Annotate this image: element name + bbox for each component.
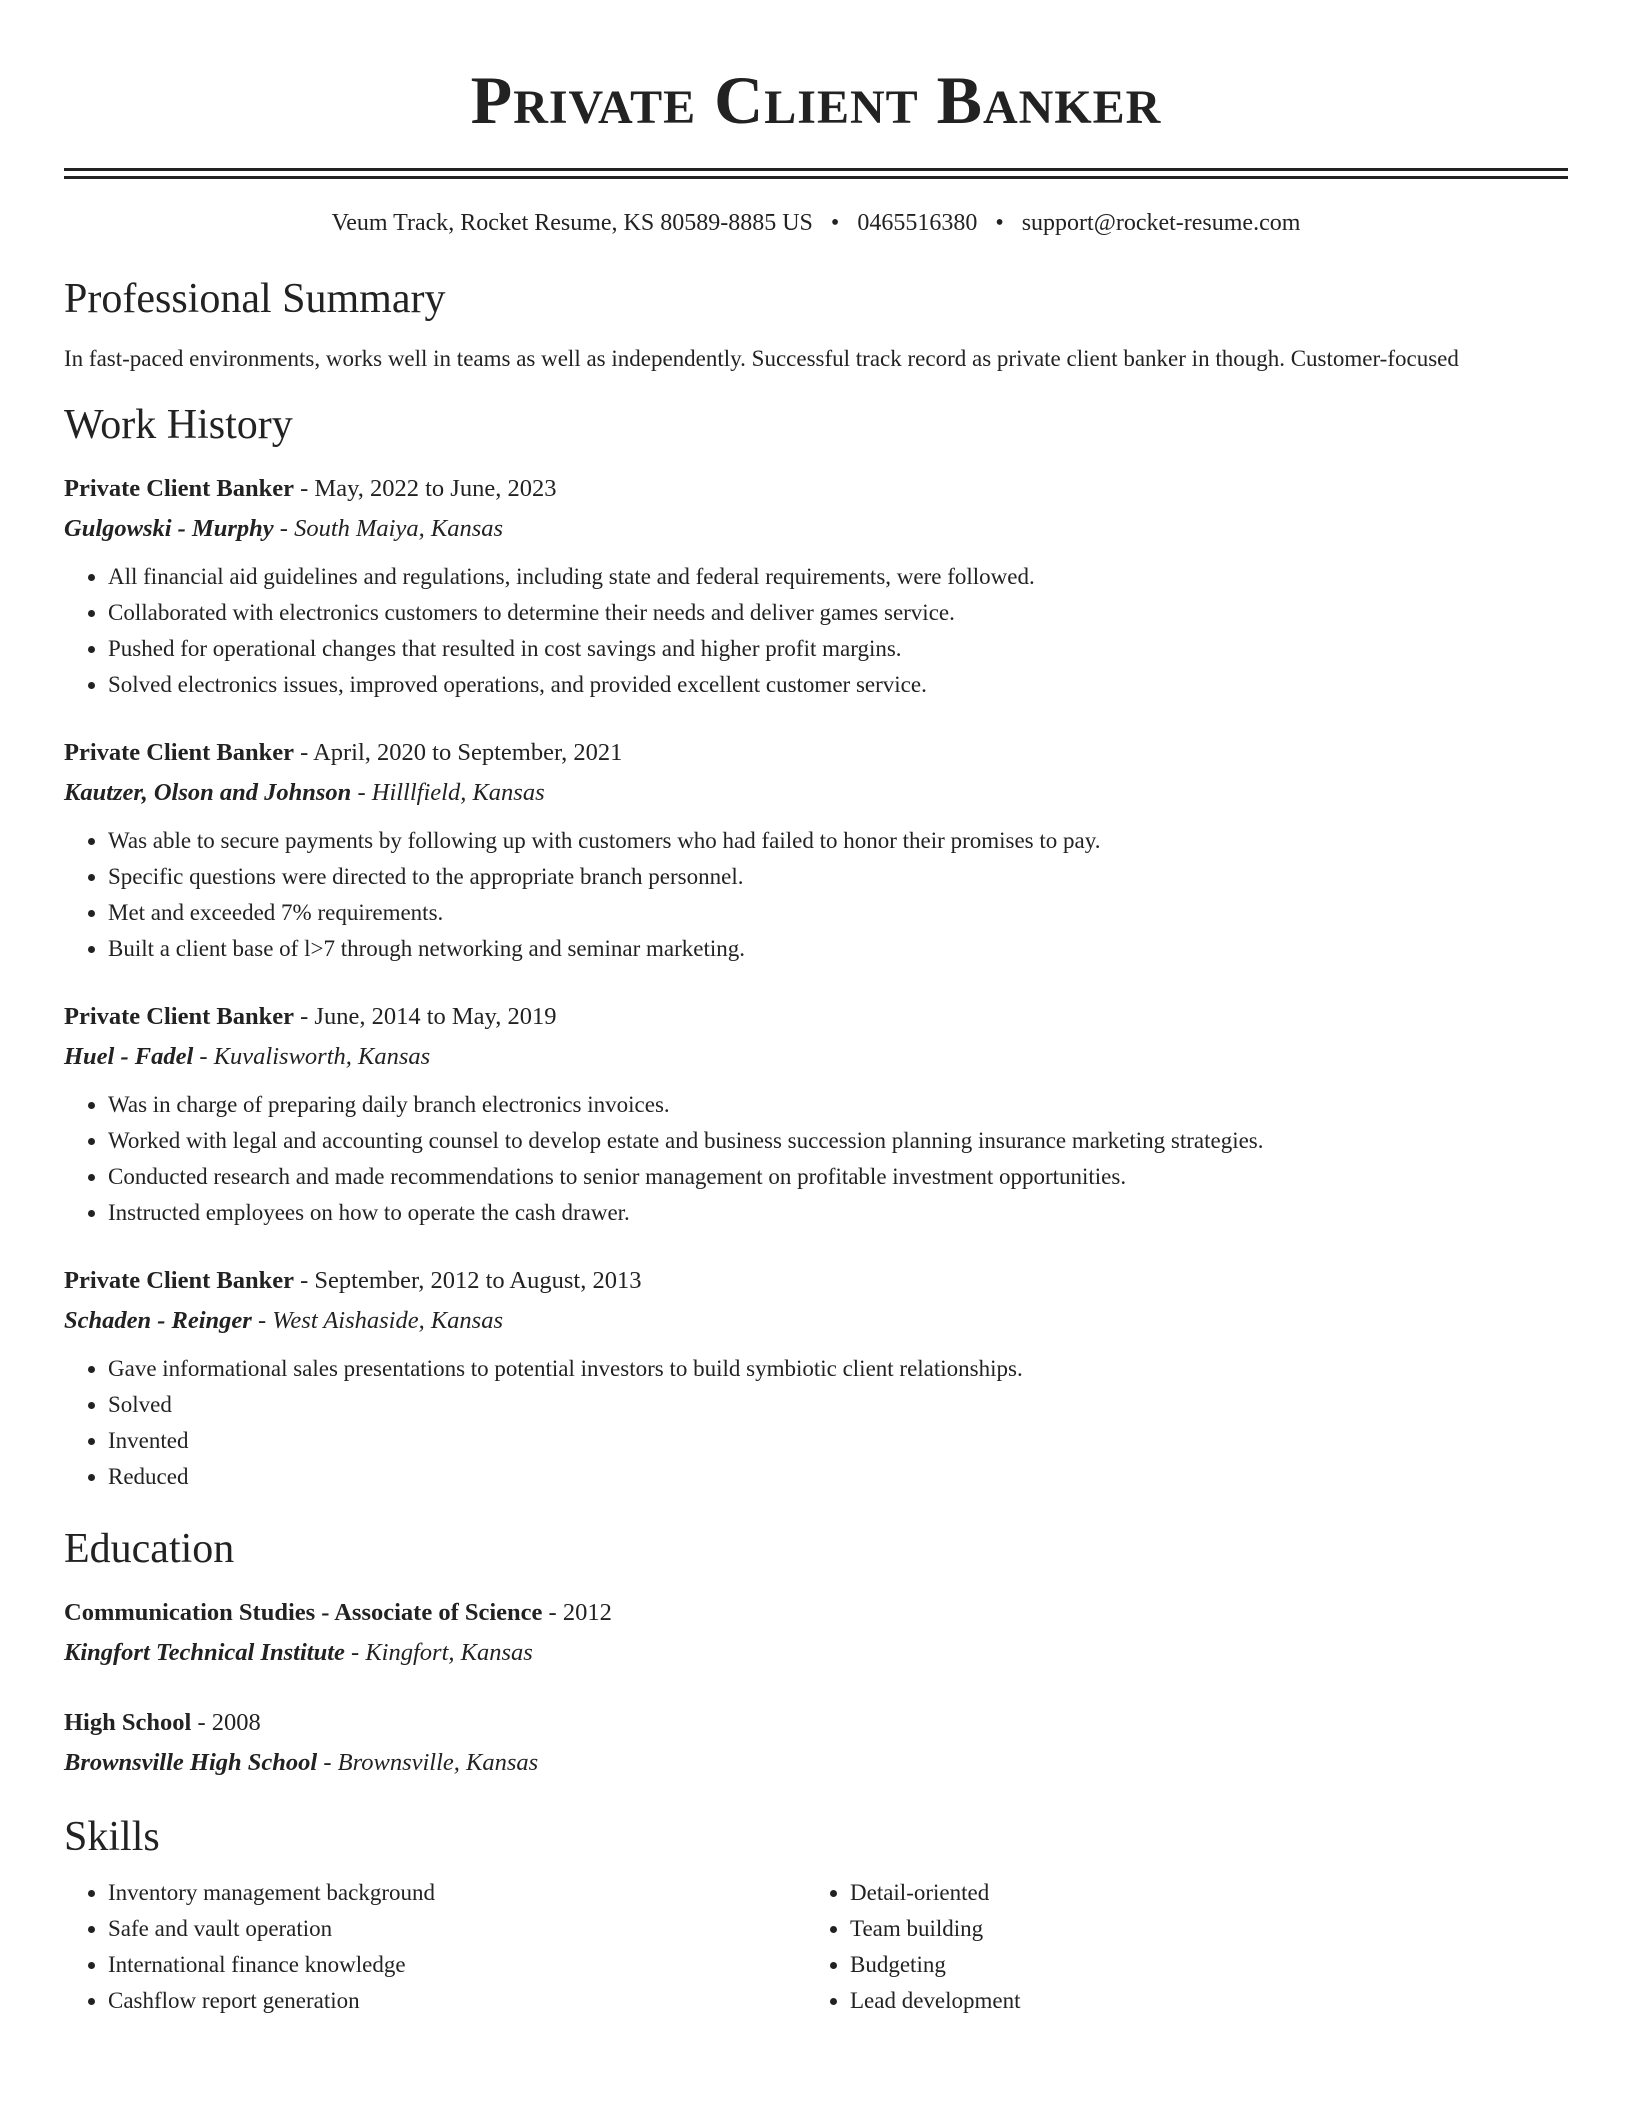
skill-item: • Safe and vault operation	[108, 1911, 806, 1947]
school-line: Kingfort Technical Institute - Kingfort, Kansas	[64, 1639, 533, 1666]
degree-name: Communication Studies - Associate of Science	[64, 1599, 543, 1626]
school-name: Brownsville High School	[64, 1749, 318, 1776]
contact-email: support@rocket-resume.com	[1021, 210, 1301, 236]
job-title-line: Private Client Banker - April, 2020 to September, 2021	[64, 739, 623, 766]
contact-separator: •	[830, 210, 840, 236]
graduation-year: 2008	[211, 1709, 261, 1736]
list-item: • Specific questions were directed to the appropriate branch personnel.	[108, 859, 1568, 895]
job-bullets	[64, 1351, 1568, 1495]
list-item: • Instructed employees on how to operate the cash drawer.	[108, 1195, 1568, 1231]
skills-list	[64, 1875, 1568, 2019]
job-entry	[64, 1261, 1568, 1495]
summary-text: In fast-paced environments, works well in teams as well as independently. Successful track record as private client banker in though. Customer-focused	[64, 346, 1459, 371]
contact-line	[64, 207, 1568, 239]
contact-separator: •	[995, 210, 1004, 236]
list-item: • Was in charge of preparing daily branch electronics invoices.	[108, 1087, 1568, 1123]
employer-name: Huel - Fadel	[64, 1043, 194, 1070]
skill-item: • Cashflow report generation	[108, 1983, 806, 2019]
job-dates: June, 2014 to May, 2019	[314, 1003, 557, 1030]
work-history-heading: Work History	[64, 402, 293, 448]
resume-title: Private Client Banker	[470, 62, 1162, 138]
list-item: • Built a client base of l>7 through networking and seminar marketing.	[108, 931, 1568, 967]
employer-line: Huel - Fadel - Kuvalisworth, Kansas	[64, 1043, 431, 1070]
job-entry	[64, 469, 1568, 703]
skills-column-right	[806, 1875, 1548, 2019]
list-item: • Worked with legal and accounting counsel to develop estate and business succession planning insurance marketing strategies.	[108, 1123, 1568, 1159]
employer-name: Gulgowski - Murphy	[64, 515, 274, 542]
job-title-line: Private Client Banker - June, 2014 to May, 2019	[64, 1003, 557, 1030]
employer-location: South Maiya, Kansas	[294, 515, 504, 542]
contact-phone: 0465516380	[857, 210, 978, 236]
resume-page	[64, 0, 1568, 2019]
list-item: • Gave informational sales presentations to potential investors to build symbiotic client relationships.	[108, 1351, 1568, 1387]
list-item: • Collaborated with electronics customers to determine their needs and deliver games service.	[108, 595, 1568, 631]
employer-location: West Aishaside, Kansas	[272, 1307, 504, 1334]
skill-item: • Inventory management background	[108, 1875, 806, 1911]
list-item: • Met and exceeded 7% requirements.	[108, 895, 1568, 931]
summary-heading: Professional Summary	[64, 276, 446, 322]
job-entry	[64, 733, 1568, 967]
skills-heading: Skills	[64, 1814, 160, 1860]
skill-item: • Team building	[850, 1911, 1548, 1947]
graduation-year: 2012	[562, 1599, 612, 1626]
employer-line: Kautzer, Olson and Johnson - Hilllfield, Kansas	[64, 779, 545, 806]
education-entry	[64, 1703, 1568, 1783]
job-title-line: Private Client Banker - September, 2012 to August, 2013	[64, 1267, 642, 1294]
job-dates: April, 2020 to September, 2021	[313, 739, 623, 766]
contact-address: Veum Track, Rocket Resume, KS 80589-8885 US	[331, 210, 813, 236]
list-item: • Invented	[108, 1423, 1568, 1459]
job-bullets	[64, 823, 1568, 967]
employer-line: Gulgowski - Murphy - South Maiya, Kansas	[64, 515, 504, 542]
job-bullets	[64, 559, 1568, 703]
list-item: • Was able to secure payments by following up with customers who had failed to honor their promises to pay.	[108, 823, 1568, 859]
job-title: Private Client Banker	[64, 739, 294, 766]
employer-location: Kuvalisworth, Kansas	[213, 1043, 431, 1070]
job-dates: May, 2022 to June, 2023	[314, 475, 557, 502]
list-item: • Reduced	[108, 1459, 1568, 1495]
degree-line: Communication Studies - Associate of Science - 2012	[64, 1599, 612, 1626]
title-divider	[64, 168, 1568, 171]
job-title: Private Client Banker	[64, 475, 294, 502]
degree-name: High School	[64, 1709, 192, 1736]
list-item: • Solved electronics issues, improved operations, and provided excellent customer service.	[108, 667, 1568, 703]
job-title: Private Client Banker	[64, 1267, 294, 1294]
list-item: • Solved	[108, 1387, 1568, 1423]
job-title-line: Private Client Banker - May, 2022 to June, 2023	[64, 475, 557, 502]
job-title: Private Client Banker	[64, 1003, 294, 1030]
employer-name: Schaden - Reinger	[64, 1307, 252, 1334]
degree-line: High School - 2008	[64, 1709, 261, 1736]
school-location: Brownsville, Kansas	[337, 1749, 539, 1776]
skill-item: • Lead development	[850, 1983, 1548, 2019]
job-entry	[64, 997, 1568, 1231]
skills-column-left	[64, 1875, 806, 2019]
skill-item: • International finance knowledge	[108, 1947, 806, 1983]
school-location: Kingfort, Kansas	[365, 1639, 533, 1666]
employer-line: Schaden - Reinger - West Aishaside, Kansas	[64, 1307, 504, 1334]
education-entry	[64, 1593, 1568, 1673]
employer-location: Hilllfield, Kansas	[371, 779, 545, 806]
skill-item: • Budgeting	[850, 1947, 1548, 1983]
employer-name: Kautzer, Olson and Johnson	[64, 779, 352, 806]
skill-item: • Detail-oriented	[850, 1875, 1548, 1911]
school-line: Brownsville High School - Brownsville, Kansas	[64, 1749, 539, 1776]
school-name: Kingfort Technical Institute	[64, 1639, 345, 1666]
list-item: • Conducted research and made recommendations to senior management on profitable investment opportunities.	[108, 1159, 1568, 1195]
list-item: • All financial aid guidelines and regulations, including state and federal requirements, were followed.	[108, 559, 1568, 595]
job-dates: September, 2012 to August, 2013	[314, 1267, 642, 1294]
job-bullets	[64, 1087, 1568, 1231]
list-item: • Pushed for operational changes that resulted in cost savings and higher profit margins.	[108, 631, 1568, 667]
education-heading: Education	[64, 1526, 235, 1572]
